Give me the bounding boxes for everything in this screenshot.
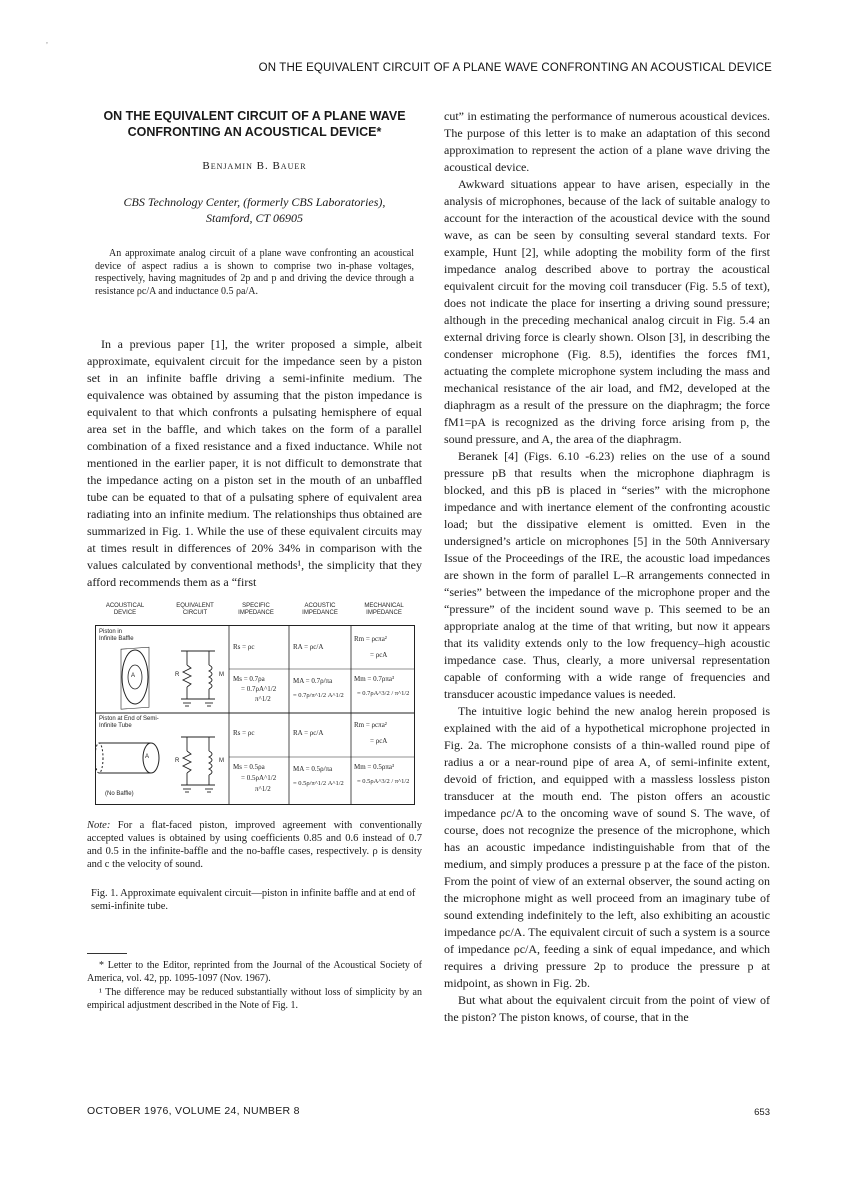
right-paragraph-1: cut” in estimating the performance of numerous acoustical devices. The purpose of this letter is to make an adaptation of this second approximation to represent the action of a plane wave driving the acoustical device. [444, 109, 770, 174]
right-paragraph-4: The intuitive logic behind the new analog herein proposed is explained with the aid of a hypothetical microphone projected in Fig. 2a. The microphone consists of a thin-walled round pipe of radius a or a near-round pipe of area A, of semi-infinite extent, devoid of friction, and equipped with a massless lossless piston transducer at the mouth end. The piston offers an acoustic impedance ρc/A to the oncoming wave of sound S. The wave, of course, does not recognize the presence of the microphone, which has an acoustic impedance indistinguishable from that of the medium, and simply produces a pressure p at the face of the piston. From the point of view of an external observer, the sound acting on the microphone might as well proceed from an imaginary tube of sound extending indefinitely to the left, also exhibiting an acoustic impedance ρc/A. The equivalent circuit of such a system is a source of impedance ρc/A, feeding a sink of equal impedance, and which requires a driving pressure 2p to produce the pressure p at midpoint, as shown in Fig. 2b. [444, 704, 770, 990]
circuit-2-r-label: R [175, 758, 180, 764]
title-line-2: CONFRONTING AN ACOUSTICAL DEVICE* [127, 125, 382, 139]
r1-specific-mass: Ms = 0.7ρa [233, 675, 265, 683]
r1-mechanical-resistance-2: = ρcA [370, 651, 388, 659]
row-1-label: Piston in Infinite Baffle [99, 629, 134, 642]
header-acoustical-device: ACOUSTICAL DEVICE [105, 603, 145, 616]
figure-note [87, 819, 422, 871]
abstract: An approximate analog circuit of a plane wave confronting an acoustical device of aspect radius a is shown to comprise two in-phase voltages, respectively, having magnitudes of 2p and p and driving the device through a resistance ρc/A and inductance 0.5 ρa/A. [95, 248, 414, 297]
r1-specific-mass-2: = 0.7ρA^1/2 [241, 685, 277, 693]
affiliation-line-1: CBS Technology Center, (formerly CBS Laboratories), [123, 195, 386, 209]
r2-mechanical-mass: Mm = 0.5ρπa³ [354, 763, 395, 771]
left-body-paragraph: In a previous paper [1], the writer proposed a simple, albeit approximate, equivalent circuit for the impedance seen by a piston set in an infinite baffle driving a semi-infinite medium. The equivalence was obtained by assuming that the piston impedance is equivalent to that which confronts a pulsating hemisphere of equal area set in the baffle, and which takes on the form of a parallel combination of a fixed resistance and a fixed inductance. While not mentioned in the earlier paper, it is not difficult to demonstrate that the impedance acting on a piston set in the mouth of an unbaffled tube can be equated to that of a pulsating sphere of equivalent area radiating into an infinite medium. The relationships thus obtained are summarized in Fig. 1. While the use of these equivalent circuits may at times result in differences of 20% 34% in comparison with the values calculated by conventional methods¹, the simplicity that they afford recommends them as a “first [87, 337, 422, 589]
r2-mechanical-mass-2: = 0.5ρA^3/2 / π^1/2 [357, 778, 410, 785]
r2-acoustic-resistance: RA = ρc/A [293, 729, 324, 737]
note-text: For a flat-faced piston, improved agreement with conventionally accepted values is obtained by using coefficients 0.85 and 0.6 instead of 0.7 and 0.5 in the infinite-baffle and the no-baffle cases, respectively. ρ is density and c the velocity of sound. [87, 820, 422, 870]
r1-acoustic-mass: MA = 0.7ρ/πa [293, 677, 333, 685]
affiliation-line-2: Stamford, CT 06905 [205, 211, 304, 225]
r1-specific-mass-3: π^1/2 [255, 695, 271, 703]
r2-specific-mass-2: = 0.5ρA^1/2 [241, 774, 277, 782]
circuit-1-drawing [181, 651, 215, 706]
circuit-2-m-label: M [219, 758, 224, 764]
right-column [444, 108, 770, 1026]
r1-acoustic-resistance: RA = ρc/A [293, 643, 324, 651]
tube-piston-drawing [95, 743, 159, 773]
footnotes [87, 953, 422, 1012]
page-number: 653 [754, 1107, 770, 1118]
circuit-1-r-label: R [175, 672, 180, 678]
header-equivalent-circuit: EQUIVALENT CIRCUIT [176, 603, 214, 616]
footnote-rule [87, 953, 127, 954]
r2-specific-mass: Ms = 0.5ρa [233, 763, 265, 771]
figure-caption: Fig. 1. Approximate equivalent circuit—piston in infinite baffle and at end of semi-infinite tube. [91, 888, 416, 912]
right-paragraph-5: But what about the equivalent circuit from the point of view of the piston? The piston knows, of course, that in the [444, 993, 770, 1024]
r1-acoustic-mass-2: = 0.7ρ/π^1/2 A^1/2 [293, 692, 344, 699]
header-acoustic-impedance: ACOUSTIC IMPEDANCE [302, 603, 338, 616]
row-2-sublabel: (No Baffle) [105, 791, 134, 797]
r2-mechanical-resistance-2: = ρcA [370, 737, 388, 745]
running-head: ON THE EQUIVALENT CIRCUIT OF A PLANE WAVE CONFRONTING AN ACOUSTICAL DEVICE [258, 62, 772, 74]
affiliation [87, 194, 422, 226]
right-paragraph-2: Awkward situations appear to have arisen, especially in the analysis of microphones, because of the lack of suitable analogy to account for the interaction of the acoustical device with the sound wave, as can be seen by consulting several standard texts. For example, Hunt [2], while adopting the mobility form of the first impedance analog described above to portray the acoustical equivalent circuit for the moving coil transducer (Fig. 5.5 of text), does not indicate the place for inserting a driving sound pressure; although in the preceding mechanical analog circuit in Fig. 5.4 an external driving force is clearly shown. Olson [3], in describing the condenser microphone (Fig. 8.5), identifies the forces fM1, actuating the complete microphone system including the mass and mechanical resistance of the air load, and fM2, developed at the diaphragm as a result of the pressure on the diaphragm; the force fM1=pA is recognized as the driving force arising from p, the sound pressure, and A, the area of the diaphragm. [444, 177, 770, 446]
r2-acoustic-mass-2: = 0.5ρ/π^1/2 A^1/2 [293, 780, 344, 787]
figure-table [95, 625, 415, 805]
author-name: Benjamin B. Bauer [202, 160, 307, 172]
header-mechanical-impedance: MECHANICAL IMPEDANCE [364, 603, 404, 616]
row-2-label: Piston at End of Semi-Infinite Tube [99, 716, 159, 729]
circuit-1-m-label: M [219, 672, 224, 678]
title-line-1: ON THE EQUIVALENT CIRCUIT OF A PLANE WAVE [103, 109, 406, 123]
piston-1-label: A [131, 673, 136, 679]
article-title [87, 108, 422, 140]
piston-2-label: A [145, 754, 150, 760]
r1-mechanical-resistance: Rm = ρcπa² [354, 635, 387, 643]
footnote-star: * Letter to the Editor, reprinted from the Journal of the Acoustical Society of America, vol. 42, pp. 1095-1097 (Nov. 1967). [87, 960, 422, 984]
r1-specific-resistance: Rs = ρc [233, 643, 255, 651]
footer-issue: OCTOBER 1976, VOLUME 24, NUMBER 8 [87, 1105, 300, 1117]
left-body [87, 336, 422, 591]
r2-specific-resistance: Rs = ρc [233, 729, 255, 737]
left-column [87, 108, 422, 1014]
figure-1 [87, 603, 422, 813]
r2-specific-mass-3: π^1/2 [255, 785, 271, 793]
r1-mechanical-mass-2: = 0.7ρA^3/2 / π^1/2 [357, 690, 410, 697]
r1-mechanical-mass: Mm = 0.7ρπa³ [354, 675, 395, 683]
margin-mark: , [46, 36, 48, 45]
r2-mechanical-resistance: Rm = ρcπa² [354, 721, 387, 729]
figure-header-row [87, 603, 422, 625]
header-specific-impedance: SPECIFIC IMPEDANCE [238, 603, 274, 616]
right-paragraph-3: Beranek [4] (Figs. 6.10 -6.23) relies on the use of a sound pressure pB that results when the microphone diaphragm is blocked, and this pB is placed in “series” with the microphone impedance and with inertance element of the confronting acoustic load; but the dissipative element is omitted. Even in the undersigned’s article on microphones [5] in the 50th Anniversary Issue of the Proceedings of the IRE, the acoustic load impedances are shown in the form of parallel L–R arrangements connected in “series” between the impedance of the microphone proper and the “pressure” of the incident sound wave p. This seemed to be an appropriate analog at the time of that writing, but now it appears that its validity extends only to the low frequency–high acoustic impedance case. Thus, clearly, a more universal representation capable of conforming with a wide range of frequencies and transducer acoustic impedance values is needed. [444, 449, 770, 701]
circuit-2-drawing [181, 737, 215, 792]
note-label: Note: [87, 820, 111, 831]
r2-acoustic-mass: MA = 0.5ρ/πa [293, 765, 333, 773]
footnote-one: ¹ The difference may be reduced substantially without loss of simplicity by an empirical adjustment described in the Note of Fig. 1. [87, 987, 422, 1011]
